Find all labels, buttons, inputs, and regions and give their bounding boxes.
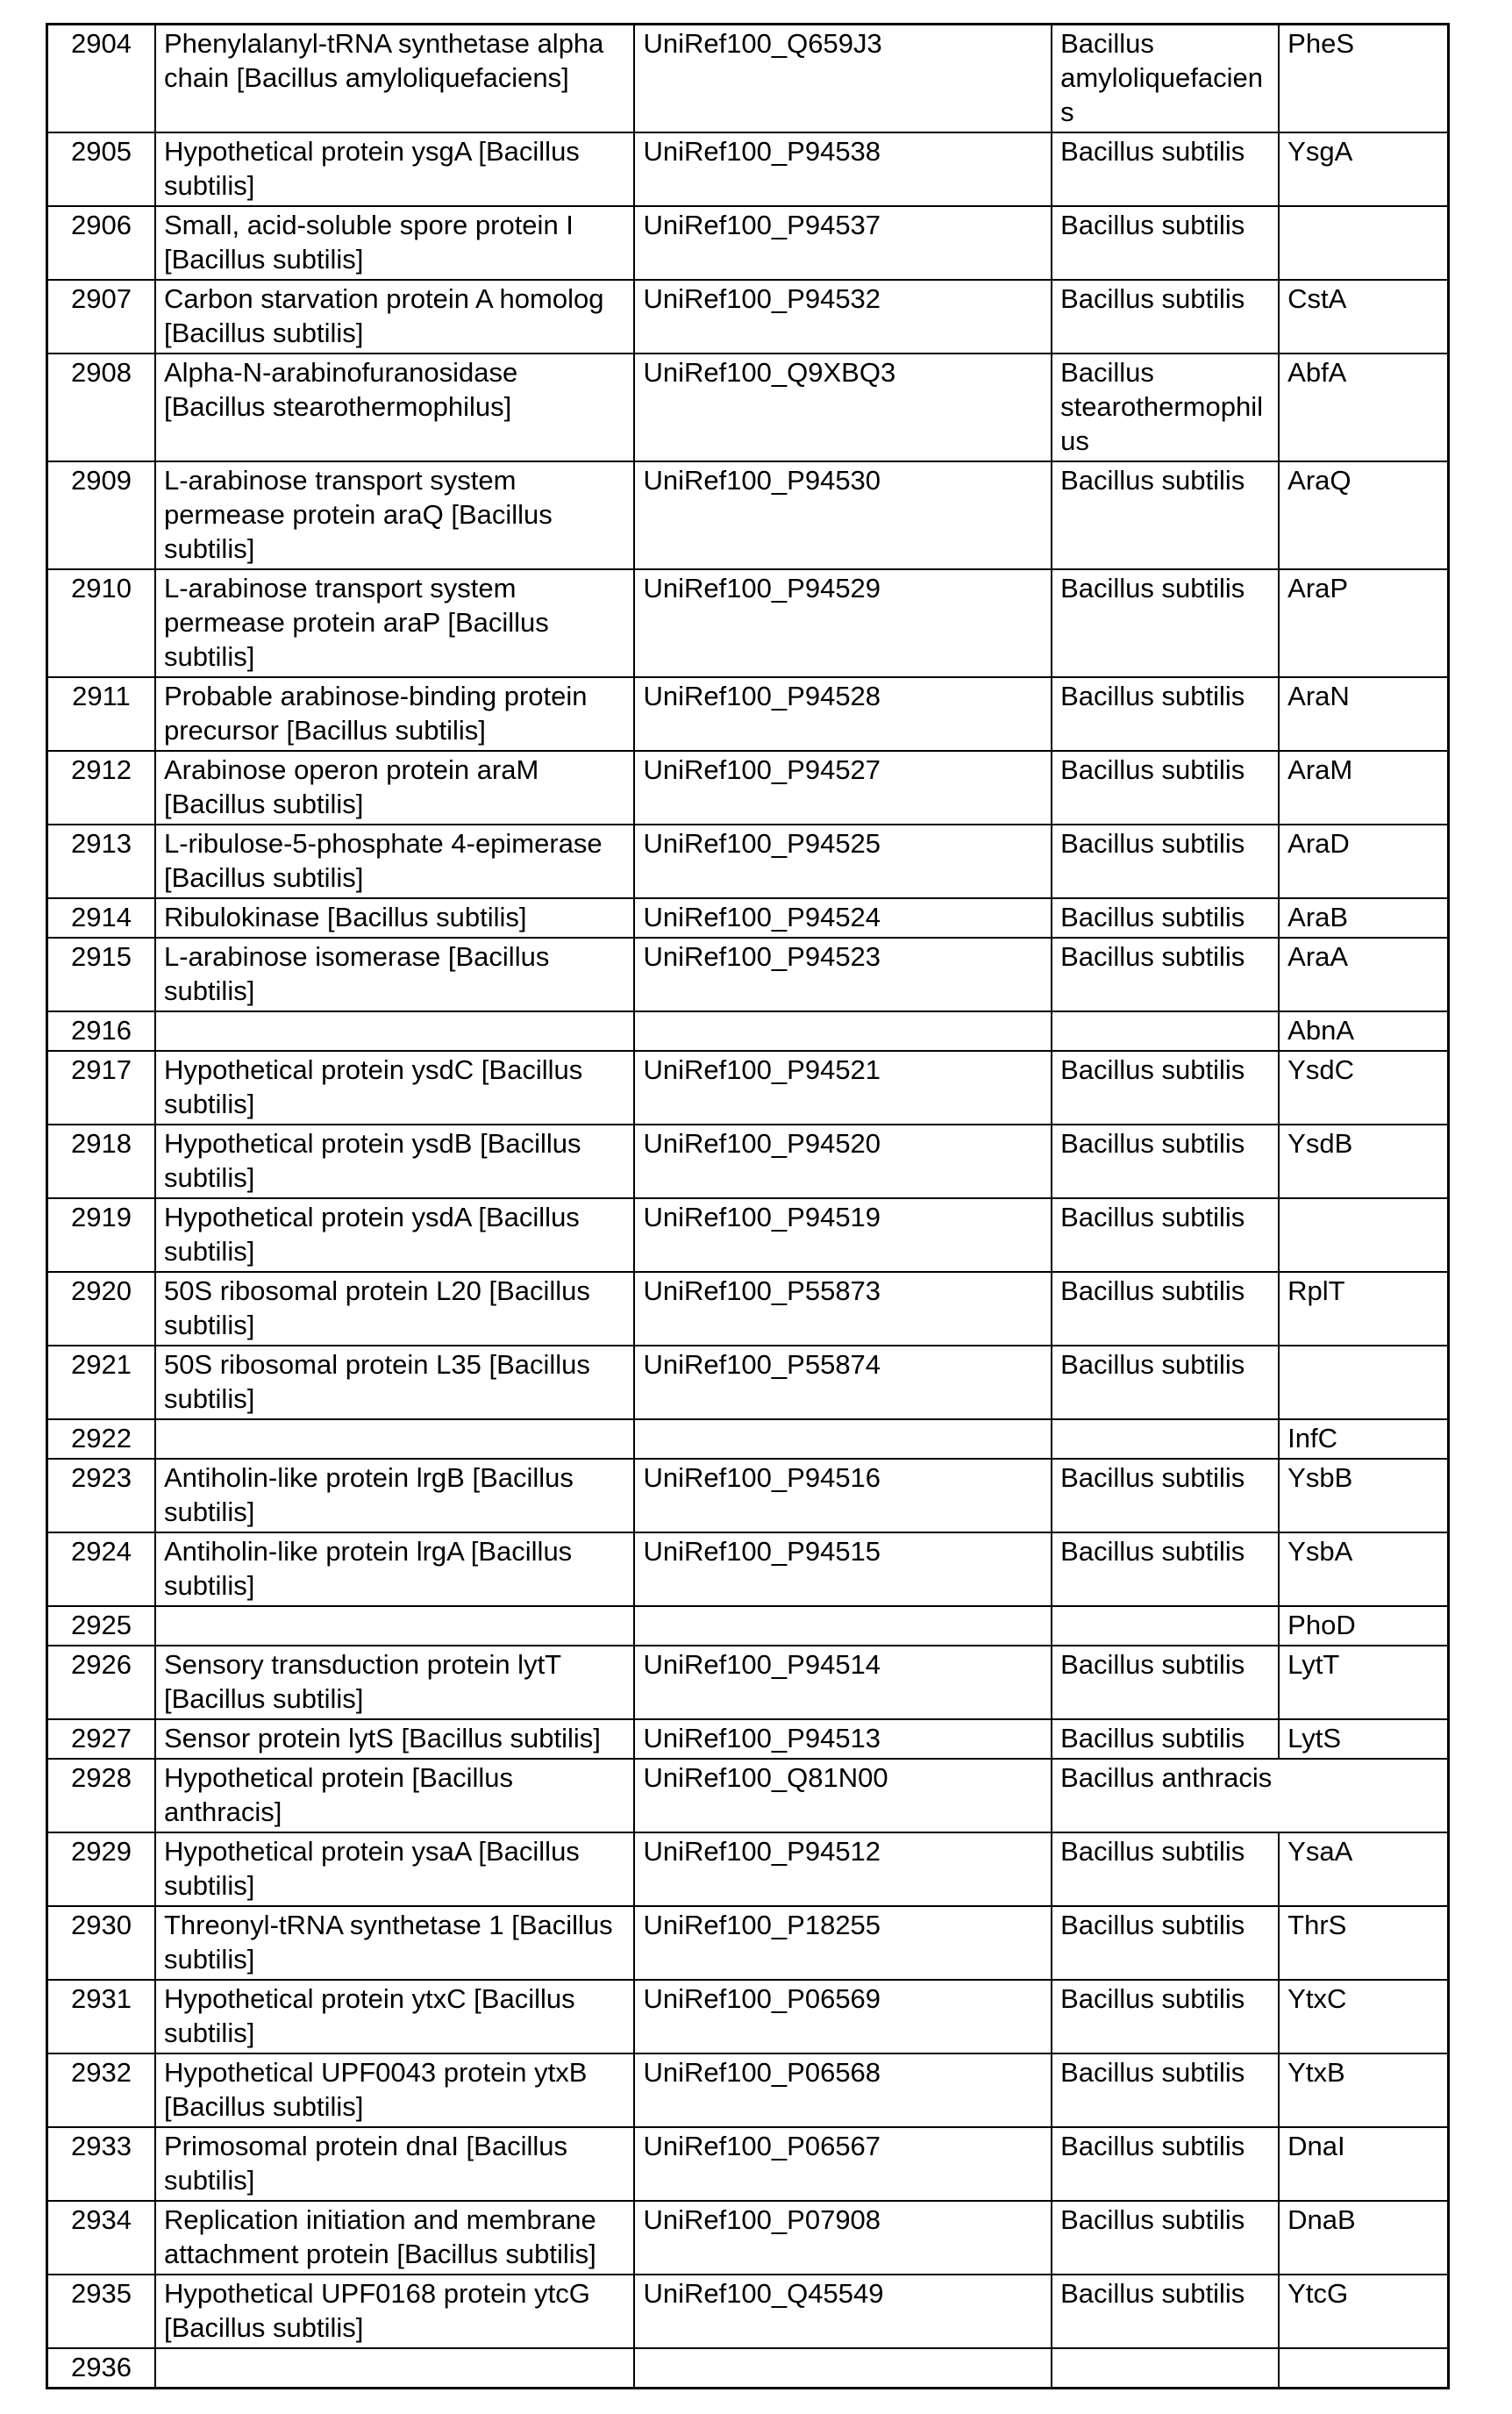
- gene-cell: [1279, 206, 1448, 280]
- description-cell: Carbon starvation protein A homolog [Bacillus subtilis]: [155, 280, 634, 354]
- organism-cell: Bacillus subtilis: [1052, 1980, 1279, 2053]
- table-row: [47, 1646, 1449, 1719]
- row-id-cell: 2916: [47, 1011, 155, 1051]
- accession-cell: UniRef100_P94515: [634, 1532, 1052, 1606]
- accession-cell: UniRef100_P94521: [634, 1051, 1052, 1125]
- description-cell: Hypothetical protein ysdA [Bacillus subtilis]: [155, 1198, 634, 1272]
- description-cell: L-arabinose transport system permease protein araQ [Bacillus subtilis]: [155, 461, 634, 569]
- table-row: [47, 1272, 1449, 1346]
- table-row: [47, 569, 1449, 677]
- accession-cell: UniRef100_P94525: [634, 825, 1052, 898]
- description-cell: Hypothetical protein ytxC [Bacillus subtilis]: [155, 1980, 634, 2053]
- table-row: [47, 280, 1449, 354]
- organism-cell: [1052, 1419, 1279, 1459]
- accession-cell: UniRef100_P94523: [634, 938, 1052, 1011]
- organism-cell: Bacillus subtilis: [1052, 1906, 1279, 1980]
- row-id-cell: 2904: [47, 25, 155, 133]
- uniref-table: [46, 23, 1450, 2389]
- description-cell: [155, 2348, 634, 2389]
- table-row: [47, 1198, 1449, 1272]
- accession-cell: UniRef100_P94514: [634, 1646, 1052, 1719]
- gene-cell: YtxC: [1279, 1980, 1448, 2053]
- accession-cell: UniRef100_P94538: [634, 132, 1052, 206]
- accession-cell: UniRef100_P55873: [634, 1272, 1052, 1346]
- description-cell: Antiholin-like protein lrgA [Bacillus subtilis]: [155, 1532, 634, 1606]
- table-row: [47, 354, 1449, 461]
- accession-cell: UniRef100_P94519: [634, 1198, 1052, 1272]
- description-cell: Hypothetical protein ysgA [Bacillus subtilis]: [155, 132, 634, 206]
- accession-cell: UniRef100_Q9XBQ3: [634, 354, 1052, 461]
- organism-cell: Bacillus amyloliquefaciens: [1052, 25, 1279, 133]
- description-cell: Hypothetical protein ysaA [Bacillus subtilis]: [155, 1832, 634, 1906]
- accession-cell: UniRef100_P94524: [634, 898, 1052, 938]
- organism-cell: [1052, 2348, 1279, 2389]
- gene-cell: DnaB: [1279, 2201, 1448, 2275]
- accession-cell: UniRef100_P06568: [634, 2053, 1052, 2127]
- description-cell: Hypothetical protein ysdB [Bacillus subtilis]: [155, 1125, 634, 1198]
- description-cell: L-arabinose transport system permease protein araP [Bacillus subtilis]: [155, 569, 634, 677]
- organism-cell: Bacillus subtilis: [1052, 2053, 1279, 2127]
- accession-cell: UniRef100_P94537: [634, 206, 1052, 280]
- organism-cell: Bacillus stearothermophilus: [1052, 354, 1279, 461]
- description-cell: L-arabinose isomerase [Bacillus subtilis]: [155, 938, 634, 1011]
- gene-cell: LytS: [1279, 1719, 1448, 1759]
- table-row: [47, 898, 1449, 938]
- description-cell: Alpha-N-arabinofuranosidase [Bacillus stearothermophilus]: [155, 354, 634, 461]
- description-cell: 50S ribosomal protein L20 [Bacillus subtilis]: [155, 1272, 634, 1346]
- organism-cell: Bacillus subtilis: [1052, 1272, 1279, 1346]
- table-row: [47, 461, 1449, 569]
- table-row: [47, 1051, 1449, 1125]
- table-row: [47, 1459, 1449, 1532]
- gene-cell: YsbA: [1279, 1532, 1448, 1606]
- accession-cell: UniRef100_P94520: [634, 1125, 1052, 1198]
- accession-cell: UniRef100_Q45549: [634, 2275, 1052, 2348]
- organism-cell: Bacillus anthracis: [1052, 1759, 1448, 1832]
- accession-cell: UniRef100_P94527: [634, 751, 1052, 825]
- description-cell: Hypothetical UPF0168 protein ytcG [Bacillus subtilis]: [155, 2275, 634, 2348]
- gene-cell: [1279, 1346, 1448, 1419]
- organism-cell: Bacillus subtilis: [1052, 1646, 1279, 1719]
- accession-cell: UniRef100_P94512: [634, 1832, 1052, 1906]
- table-row: [47, 1906, 1449, 1980]
- gene-cell: LytT: [1279, 1646, 1448, 1719]
- table-row: [47, 2053, 1449, 2127]
- accession-cell: UniRef100_Q659J3: [634, 25, 1052, 133]
- row-id-cell: 2932: [47, 2053, 155, 2127]
- organism-cell: Bacillus subtilis: [1052, 206, 1279, 280]
- organism-cell: Bacillus subtilis: [1052, 938, 1279, 1011]
- accession-cell: [634, 1011, 1052, 1051]
- row-id-cell: 2931: [47, 1980, 155, 2053]
- row-id-cell: 2917: [47, 1051, 155, 1125]
- table-row: [47, 2201, 1449, 2275]
- description-cell: Arabinose operon protein araM [Bacillus subtilis]: [155, 751, 634, 825]
- description-cell: L-ribulose-5-phosphate 4-epimerase [Bacillus subtilis]: [155, 825, 634, 898]
- table-row: [47, 1346, 1449, 1419]
- gene-cell: AraP: [1279, 569, 1448, 677]
- table-body: [47, 25, 1449, 2389]
- accession-cell: UniRef100_P94532: [634, 280, 1052, 354]
- table-row: [47, 1532, 1449, 1606]
- description-cell: Hypothetical protein [Bacillus anthracis]: [155, 1759, 634, 1832]
- accession-cell: UniRef100_P94513: [634, 1719, 1052, 1759]
- row-id-cell: 2922: [47, 1419, 155, 1459]
- organism-cell: Bacillus subtilis: [1052, 1459, 1279, 1532]
- document-page: [46, 23, 1450, 2389]
- gene-cell: AraN: [1279, 677, 1448, 751]
- row-id-cell: 2936: [47, 2348, 155, 2389]
- gene-cell: AraA: [1279, 938, 1448, 1011]
- row-id-cell: 2930: [47, 1906, 155, 1980]
- row-id-cell: 2925: [47, 1606, 155, 1646]
- gene-cell: AbfA: [1279, 354, 1448, 461]
- accession-cell: UniRef100_P94528: [634, 677, 1052, 751]
- organism-cell: Bacillus subtilis: [1052, 1051, 1279, 1125]
- table-row: [47, 1980, 1449, 2053]
- accession-cell: UniRef100_P18255: [634, 1906, 1052, 1980]
- table-row: [47, 1125, 1449, 1198]
- row-id-cell: 2928: [47, 1759, 155, 1832]
- table-row: [47, 1719, 1449, 1759]
- organism-cell: Bacillus subtilis: [1052, 898, 1279, 938]
- table-row: [47, 825, 1449, 898]
- table-row: [47, 1419, 1449, 1459]
- gene-cell: AraD: [1279, 825, 1448, 898]
- description-cell: Sensor protein lytS [Bacillus subtilis]: [155, 1719, 634, 1759]
- gene-cell: YsaA: [1279, 1832, 1448, 1906]
- row-id-cell: 2923: [47, 1459, 155, 1532]
- gene-cell: DnaI: [1279, 2127, 1448, 2201]
- organism-cell: [1052, 1011, 1279, 1051]
- gene-cell: InfC: [1279, 1419, 1448, 1459]
- table-row: [47, 1832, 1449, 1906]
- table-row: [47, 132, 1449, 206]
- accession-cell: [634, 2348, 1052, 2389]
- gene-cell: AraB: [1279, 898, 1448, 938]
- row-id-cell: 2905: [47, 132, 155, 206]
- table-row: [47, 1011, 1449, 1051]
- table-row: [47, 25, 1449, 133]
- row-id-cell: 2912: [47, 751, 155, 825]
- table-row: [47, 2348, 1449, 2389]
- row-id-cell: 2914: [47, 898, 155, 938]
- organism-cell: Bacillus subtilis: [1052, 132, 1279, 206]
- accession-cell: UniRef100_P07908: [634, 2201, 1052, 2275]
- row-id-cell: 2907: [47, 280, 155, 354]
- gene-cell: [1279, 2348, 1448, 2389]
- description-cell: Antiholin-like protein lrgB [Bacillus subtilis]: [155, 1459, 634, 1532]
- table-row: [47, 2127, 1449, 2201]
- description-cell: Primosomal protein dnaI [Bacillus subtilis]: [155, 2127, 634, 2201]
- accession-cell: [634, 1419, 1052, 1459]
- accession-cell: UniRef100_P06567: [634, 2127, 1052, 2201]
- gene-cell: YsgA: [1279, 132, 1448, 206]
- description-cell: 50S ribosomal protein L35 [Bacillus subtilis]: [155, 1346, 634, 1419]
- organism-cell: Bacillus subtilis: [1052, 461, 1279, 569]
- row-id-cell: 2921: [47, 1346, 155, 1419]
- accession-cell: UniRef100_P55874: [634, 1346, 1052, 1419]
- organism-cell: Bacillus subtilis: [1052, 1832, 1279, 1906]
- row-id-cell: 2909: [47, 461, 155, 569]
- description-cell: [155, 1011, 634, 1051]
- description-cell: Ribulokinase [Bacillus subtilis]: [155, 898, 634, 938]
- row-id-cell: 2935: [47, 2275, 155, 2348]
- gene-cell: YtxB: [1279, 2053, 1448, 2127]
- organism-cell: Bacillus subtilis: [1052, 1532, 1279, 1606]
- organism-cell: Bacillus subtilis: [1052, 825, 1279, 898]
- row-id-cell: 2915: [47, 938, 155, 1011]
- description-cell: [155, 1606, 634, 1646]
- organism-cell: Bacillus subtilis: [1052, 2201, 1279, 2275]
- row-id-cell: 2929: [47, 1832, 155, 1906]
- accession-cell: UniRef100_P06569: [634, 1980, 1052, 2053]
- gene-cell: YtcG: [1279, 2275, 1448, 2348]
- accession-cell: UniRef100_Q81N00: [634, 1759, 1052, 1832]
- gene-cell: AraQ: [1279, 461, 1448, 569]
- organism-cell: Bacillus subtilis: [1052, 569, 1279, 677]
- organism-cell: Bacillus subtilis: [1052, 2127, 1279, 2201]
- description-cell: Small, acid-soluble spore protein I [Bacillus subtilis]: [155, 206, 634, 280]
- row-id-cell: 2913: [47, 825, 155, 898]
- accession-cell: UniRef100_P94530: [634, 461, 1052, 569]
- table-row: [47, 677, 1449, 751]
- row-id-cell: 2927: [47, 1719, 155, 1759]
- gene-cell: ThrS: [1279, 1906, 1448, 1980]
- gene-cell: CstA: [1279, 280, 1448, 354]
- gene-cell: YsdC: [1279, 1051, 1448, 1125]
- table-row: [47, 1606, 1449, 1646]
- row-id-cell: 2906: [47, 206, 155, 280]
- accession-cell: [634, 1606, 1052, 1646]
- organism-cell: Bacillus subtilis: [1052, 1346, 1279, 1419]
- row-id-cell: 2920: [47, 1272, 155, 1346]
- table-row: [47, 206, 1449, 280]
- gene-cell: YsdB: [1279, 1125, 1448, 1198]
- table-row: [47, 2275, 1449, 2348]
- table-row: [47, 1759, 1449, 1832]
- description-cell: [155, 1419, 634, 1459]
- row-id-cell: 2918: [47, 1125, 155, 1198]
- gene-cell: [1279, 1198, 1448, 1272]
- description-cell: Sensory transduction protein lytT [Bacillus subtilis]: [155, 1646, 634, 1719]
- gene-cell: RplT: [1279, 1272, 1448, 1346]
- table-row: [47, 751, 1449, 825]
- description-cell: Phenylalanyl-tRNA synthetase alpha chain [Bacillus amyloliquefaciens]: [155, 25, 634, 133]
- description-cell: Hypothetical UPF0043 protein ytxB [Bacillus subtilis]: [155, 2053, 634, 2127]
- row-id-cell: 2933: [47, 2127, 155, 2201]
- row-id-cell: 2926: [47, 1646, 155, 1719]
- gene-cell: AraM: [1279, 751, 1448, 825]
- description-cell: Replication initiation and membrane attachment protein [Bacillus subtilis]: [155, 2201, 634, 2275]
- row-id-cell: 2908: [47, 354, 155, 461]
- gene-cell: PheS: [1279, 25, 1448, 133]
- gene-cell: PhoD: [1279, 1606, 1448, 1646]
- row-id-cell: 2934: [47, 2201, 155, 2275]
- accession-cell: UniRef100_P94529: [634, 569, 1052, 677]
- accession-cell: UniRef100_P94516: [634, 1459, 1052, 1532]
- gene-cell: AbnA: [1279, 1011, 1448, 1051]
- table-row: [47, 938, 1449, 1011]
- row-id-cell: 2924: [47, 1532, 155, 1606]
- organism-cell: Bacillus subtilis: [1052, 280, 1279, 354]
- organism-cell: Bacillus subtilis: [1052, 1125, 1279, 1198]
- organism-cell: [1052, 1606, 1279, 1646]
- organism-cell: Bacillus subtilis: [1052, 677, 1279, 751]
- organism-cell: Bacillus subtilis: [1052, 1198, 1279, 1272]
- description-cell: Hypothetical protein ysdC [Bacillus subtilis]: [155, 1051, 634, 1125]
- organism-cell: Bacillus subtilis: [1052, 751, 1279, 825]
- organism-cell: Bacillus subtilis: [1052, 2275, 1279, 2348]
- row-id-cell: 2919: [47, 1198, 155, 1272]
- row-id-cell: 2910: [47, 569, 155, 677]
- description-cell: Probable arabinose-binding protein precursor [Bacillus subtilis]: [155, 677, 634, 751]
- row-id-cell: 2911: [47, 677, 155, 751]
- organism-cell: Bacillus subtilis: [1052, 1719, 1279, 1759]
- gene-cell: YsbB: [1279, 1459, 1448, 1532]
- description-cell: Threonyl-tRNA synthetase 1 [Bacillus subtilis]: [155, 1906, 634, 1980]
